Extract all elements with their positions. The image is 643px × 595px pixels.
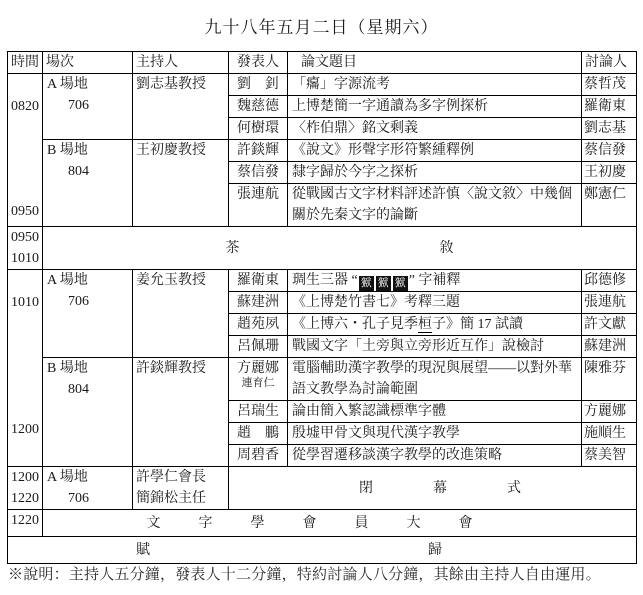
venue-name: B 場地	[47, 361, 88, 376]
presenter-name: 方麗娜	[237, 361, 279, 376]
header-paper-title: 論文題目	[288, 52, 582, 74]
paper-title: 從學習遷移談漢字教學的改進策略	[288, 445, 582, 467]
header-row	[8, 52, 637, 74]
chair-name: 簡錦松主任	[136, 491, 206, 506]
venue-room: 804	[68, 164, 89, 179]
paper-title: 電腦輔助漢字教學的現況與展望——以對外華語文教學為討論範圍	[288, 358, 582, 401]
ancient-glyph-image: 㺇	[377, 277, 389, 289]
paper-title-text: 《上博六・孔子見季	[292, 317, 418, 332]
paper-title: 「癟」字源流考	[288, 74, 582, 96]
assembly-char: 文	[146, 515, 161, 531]
paper-title-text: 子》簡 17 試讀	[432, 317, 523, 332]
paper-title: 殷墟甲骨文與現代漢字教學	[288, 423, 582, 445]
ancient-glyph-image: 㺇	[360, 277, 372, 289]
ancient-glyph-image: 㺇	[394, 277, 406, 289]
paper-title: 隸字歸於今字之探析	[288, 162, 582, 184]
tea-start-time: 0950	[11, 230, 39, 245]
venue-name: A 場地	[47, 273, 88, 288]
session2-start-time: 1010	[11, 295, 39, 310]
closing-start-time: 1200	[11, 470, 39, 485]
tea-label-right: 敘	[439, 240, 454, 256]
discussant: 劉志基	[582, 118, 637, 140]
header-chair: 主持人	[133, 52, 229, 74]
table-row	[8, 358, 637, 401]
venue-name: B 場地	[47, 143, 88, 158]
venue-name: A 場地	[47, 77, 88, 92]
paper-title: 從戰國古文字材料評述許慎〈說文敘〉中幾個關於先秦文字的論斷	[288, 184, 582, 227]
venue-room: 706	[68, 98, 89, 113]
presenter: 趙苑夙	[229, 314, 288, 336]
session2-chair-b-cell: 許錟輝教授	[133, 358, 229, 467]
session1-start-time: 0820	[11, 99, 39, 114]
presenter: 許錟輝	[229, 140, 288, 162]
closing-char: 閉	[359, 480, 373, 496]
venue-room: 706	[68, 294, 89, 309]
closing-char: 幕	[433, 480, 447, 496]
presenter: 呂瑞生	[229, 401, 288, 423]
session2-venue-b-cell	[43, 358, 133, 467]
session1-time-cell	[8, 74, 43, 227]
assembly-time: 1220	[11, 513, 39, 528]
presenter: 羅衛東	[229, 270, 288, 292]
header-time: 時間	[8, 52, 43, 74]
discussant: 方麗娜	[582, 401, 637, 423]
co-presenter-name: 連育仁	[241, 377, 275, 389]
table-row	[8, 270, 637, 292]
tea-break-row	[8, 227, 637, 270]
discussant: 王初慶	[582, 162, 637, 184]
assembly-char: 員	[354, 515, 369, 531]
session1-chair-a-cell: 劉志基教授	[133, 74, 229, 140]
presenter: 呂佩珊	[229, 336, 288, 358]
paper-title: 〈柞伯鼎〉銘文剩義	[288, 118, 582, 140]
header-discussant: 討論人	[582, 52, 637, 74]
dismissal-cell	[8, 537, 637, 564]
assembly-char: 學	[250, 515, 265, 531]
discussant: 邱德修	[582, 270, 637, 292]
tea-label-left: 茶	[225, 240, 240, 256]
session2-chair-a-cell: 姜允玉教授	[133, 270, 229, 358]
schedule-table	[7, 51, 637, 564]
closing-ceremony-cell	[229, 467, 637, 510]
presenter: 蔡信發	[229, 162, 288, 184]
header-presenter: 發表人	[229, 52, 288, 74]
paper-title: 上博楚簡一字通讀為多字例探析	[288, 96, 582, 118]
presenter	[229, 358, 288, 401]
table-row	[8, 140, 637, 162]
assembly-char: 會	[302, 515, 317, 531]
discussant: 蘇建洲	[582, 336, 637, 358]
closing-char: 式	[507, 480, 521, 496]
presenter: 張連航	[229, 184, 288, 227]
presenter: 劉 釗	[229, 74, 288, 96]
discussant: 蔡哲茂	[582, 74, 637, 96]
session1-venue-a-cell	[43, 74, 133, 140]
discussant: 蔡美智	[582, 445, 637, 467]
paper-title-text: 琱生三器 “	[292, 273, 358, 288]
assembly-char: 會	[458, 515, 473, 531]
dismissal-char-right: 歸	[428, 542, 442, 558]
presenter: 魏慈德	[229, 96, 288, 118]
session2-venue-a-cell	[43, 270, 133, 358]
discussant: 陳雅芬	[582, 358, 637, 401]
session1-venue-b-cell	[43, 140, 133, 227]
paper-title: 論由簡入繁認識標準字體	[288, 401, 582, 423]
assembly-char: 字	[198, 515, 213, 531]
presenter: 蘇建洲	[229, 292, 288, 314]
discussant: 羅衛東	[582, 96, 637, 118]
paper-title: 戰國文字「土旁與立旁形近互作」說檢討	[288, 336, 582, 358]
session1-chair-b-cell: 王初慶教授	[133, 140, 229, 227]
session2-time-cell	[8, 270, 43, 467]
assembly-char: 大	[406, 515, 421, 531]
discussant: 鄭憲仁	[582, 184, 637, 227]
dismissal-char-left: 賦	[136, 542, 150, 558]
discussant: 施順生	[582, 423, 637, 445]
paper-title	[288, 270, 582, 292]
paper-title	[288, 314, 582, 336]
assembly-row	[8, 510, 637, 537]
table-row	[8, 74, 637, 96]
tea-end-time: 1010	[11, 251, 39, 266]
assembly-time-cell	[8, 510, 43, 537]
footnote: ※說明：主持人五分鐘，發表人十二分鐘，特約討論人八分鐘，其餘由主持人自由運用。	[8, 567, 601, 583]
venue-name: A 場地	[47, 470, 88, 485]
assembly-cell	[43, 510, 637, 537]
venue-room: 706	[68, 491, 89, 506]
session1-end-time: 0950	[11, 204, 39, 219]
closing-time-cell	[8, 467, 43, 510]
paper-title-text: ” 字補釋	[408, 273, 461, 288]
discussant: 蔡信發	[582, 140, 637, 162]
closing-row	[8, 467, 637, 510]
paper-title-special-char: 桓	[418, 317, 432, 332]
discussant: 許文獻	[582, 314, 637, 336]
venue-room: 804	[68, 382, 89, 397]
discussant: 張連航	[582, 292, 637, 314]
header-venue: 場次	[43, 52, 133, 74]
presenter: 趙 鵬	[229, 423, 288, 445]
presenter: 何樹環	[229, 118, 288, 140]
closing-chair-cell	[133, 467, 229, 510]
dismissal-row	[8, 537, 637, 564]
session2-end-time: 1200	[11, 422, 39, 437]
closing-end-time: 1220	[11, 491, 39, 506]
chair-name: 許學仁會長	[136, 470, 206, 485]
tea-break-cell	[43, 227, 637, 270]
paper-title: 《說文》形聲字形符繁緟釋例	[288, 140, 582, 162]
closing-venue-cell	[43, 467, 133, 510]
tea-break-time-cell	[8, 227, 43, 270]
paper-title: 《上博楚竹書七》考釋三題	[288, 292, 582, 314]
presenter: 周碧香	[229, 445, 288, 467]
page-title: 九十八年五月二日（星期六）	[204, 18, 439, 37]
